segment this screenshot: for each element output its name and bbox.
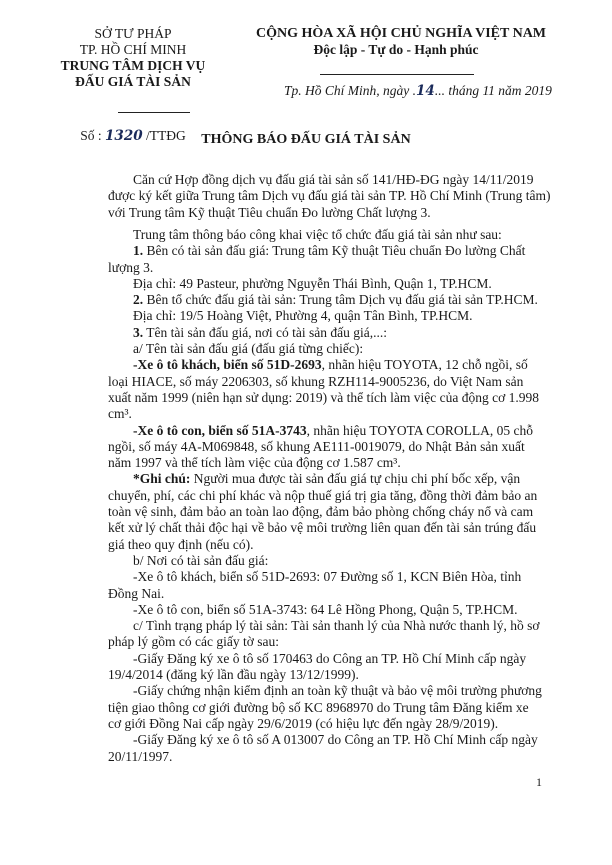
body-line [108,586,510,602]
body-line [133,243,526,259]
text: toàn vệ sinh, đảm bảo an toàn lao động, đảm bảo phòng chống cháy nổ và cam [108,504,534,519]
handwritten-number: 1320 [105,128,143,144]
text: được ký kết giữa Trung tâm Dịch vụ đấu giá tài sản TP. Hồ Chí Minh (Trung tâm) [108,188,551,204]
body-line [133,276,510,292]
text: giá theo quy định (nếu có). [108,536,254,552]
date-prefix: Tp. Hồ Chí Minh, ngày . [284,83,417,98]
body-line [133,172,534,188]
text: loại HIACE, số máy 2206303, số khung RZH114-9005236, do Việt Nam sản [108,373,524,389]
text: b/ Nơi có tài sản đấu giá: [133,552,269,568]
body-line [133,422,534,439]
bold-text: 3. [133,324,144,340]
text: -Xe ô tô khách, biển số 51D-2693: 07 Đường số 1, KCN Biên Hòa, tỉnh [133,569,522,585]
body-line [108,634,510,650]
body-line [133,553,510,569]
text: tiện giao thông cơ giới đường bộ số KC 8968970 do Trung tâm Đăng kiểm xe [108,699,529,715]
body-line [133,683,542,699]
text: 20/11/1997. [108,748,173,764]
issuing-agency-block [58,26,208,90]
text: pháp lý gồm có các giấy tờ sau: [108,634,279,650]
body-line [108,537,510,553]
body-line [133,292,538,308]
national-title: CỘNG HÒA XÃ HỘI CHỦ NGHĨA VIỆT NAM [256,26,547,41]
body-line [108,205,510,221]
text: , nhãn hiệu TOYOTA, 12 chỗ ngồi, số [321,357,528,373]
body-line [108,438,525,455]
body-line [108,504,534,520]
text: năm 1997 và thể tích làm việc của động cơ 1.587 cm³. [108,455,401,471]
text: a/ Tên tài sản đấu giá (đấu giá từng chiếc): [133,341,364,356]
body-line [133,325,510,341]
text: -Xe ô tô con, biển số 51A-3743: 64 Lê Hồng Phong, Quận 5, TP.HCM. [133,601,518,617]
body-line [108,667,510,683]
document-title: THÔNG BÁO ĐẤU GIÁ TÀI SẢN [201,132,411,147]
number-label: Số : [80,128,106,143]
number-suffix: /TTĐG [142,128,186,143]
agency-line-1: SỞ TƯ PHÁP [94,26,172,41]
body-line [108,749,510,765]
body-line [108,520,537,536]
text: cm³. [108,406,132,422]
text: Người mua được tài sản đấu giá tự chịu chi phí bốc xếp, vận [190,471,521,487]
text: kết xử lý chất thải độc hại về bảo vệ môi trường liên quan đến tài sản trúng đấu [108,520,537,536]
text: Địa chỉ: 49 Pasteur, phường Nguyễn Thái Bình, Quận 1, TP.HCM. [133,275,492,291]
agency-divider [118,112,190,113]
body-line [133,732,538,748]
body-line [133,650,527,667]
text: chuyển, phí, các chi phí khác và nộp thuế giá trị gia tăng, đồng thời đảm bảo an [108,487,538,503]
text: -Giấy Đăng ký xe ô tô số 170463 do Công an TP. Hồ Chí Minh cấp ngày [133,650,527,666]
text: với Trung tâm Kỹ thuật Tiêu chuẩn Đo lường Chất lượng 3. [108,204,431,220]
body-line [108,699,529,716]
text: -Giấy Đăng ký xe ô tô số A 013007 do Công an TP. Hồ Chí Minh cấp ngày [133,732,538,748]
page-number: 1 [536,775,542,789]
agency-line-3: TRUNG TÂM DỊCH VỤ [60,58,206,73]
national-motto: Độc lập - Tự do - Hạnh phúc [313,42,479,57]
body-line [133,601,518,618]
text: lượng 3. [108,259,154,275]
text: Đồng Nai. [108,585,165,601]
body-line [108,389,539,406]
text: cơ giới Đồng Nai cấp ngày 29/6/2019 (có hiệu lực đến ngày 28/9/2019). [108,715,499,731]
bold-text: 1. [133,243,144,259]
agency-line-2: TP. HỒ CHÍ MINH [79,42,187,57]
body-line [108,373,524,390]
body-line [133,308,510,324]
agency-line-4: ĐẤU GIÁ TÀI SẢN [75,74,191,89]
text: ngồi, số máy 4A-M069848, số khung AE111-0019079, do Nhật Bản sản xuất [108,438,525,454]
text: Bên có tài sản đấu giá: Trung tâm Kỹ thuật Tiêu chuẩn Đo lường Chất [143,243,526,259]
text: Tên tài sản đấu giá, nơi có tài sản đấu giá,...: [143,324,387,340]
date-suffix: ... tháng 11 năm 2019 [434,83,552,98]
body-line [108,260,510,276]
text: xuất năm 1999 (niên hạn sử dụng: 2019) và thể tích làm việc của động cơ 1.998 [108,389,539,405]
text: Bên tổ chức đấu giá tài sản: Trung tâm Dịch vụ đấu giá tài sản TP.HCM. [143,292,538,308]
body-line [108,406,510,422]
body-line [133,227,510,243]
bold-text: -Xe ô tô con, biển số 51A-3743 [133,422,307,438]
body-line [108,487,538,504]
body-line [133,341,510,357]
text: 19/4/2014 (đăng ký lần đầu ngày 13/12/1999). [108,667,359,682]
body-line [133,471,521,487]
text: , nhãn hiệu TOYOTA COROLLA, 05 chỗ [306,422,534,438]
text: Căn cứ Hợp đồng dịch vụ đấu giá tài sản số 141/HĐ-ĐG ngày 14/11/2019 [133,172,534,187]
handwritten-day: 14 [416,83,435,99]
body-line [133,569,522,585]
motto-divider [320,74,474,75]
bold-text: *Ghi chú: [133,471,191,487]
body-line [108,716,510,732]
text: -Giấy chứng nhận kiểm định an toàn kỹ thuật và bảo vệ môi trường phương [133,683,542,699]
text: Địa chỉ: 19/5 Hoàng Việt, Phường 4, quận Tân Bình, TP.HCM. [133,308,473,324]
body-line [133,357,528,373]
national-header [256,26,547,58]
bold-text: 2. [133,292,144,308]
bold-text: -Xe ô tô khách, biển số 51D-2693 [133,357,322,373]
body-line [133,618,540,634]
body-line [108,188,551,204]
body-line [108,455,510,471]
text: Trung tâm thông báo công khai việc tổ chức đấu giá tài sản như sau: [133,226,502,242]
text: c/ Tình trạng pháp lý tài sản: Tài sản thanh lý của Nhà nước thanh lý, hồ sơ [133,618,540,634]
issue-date [284,83,552,99]
